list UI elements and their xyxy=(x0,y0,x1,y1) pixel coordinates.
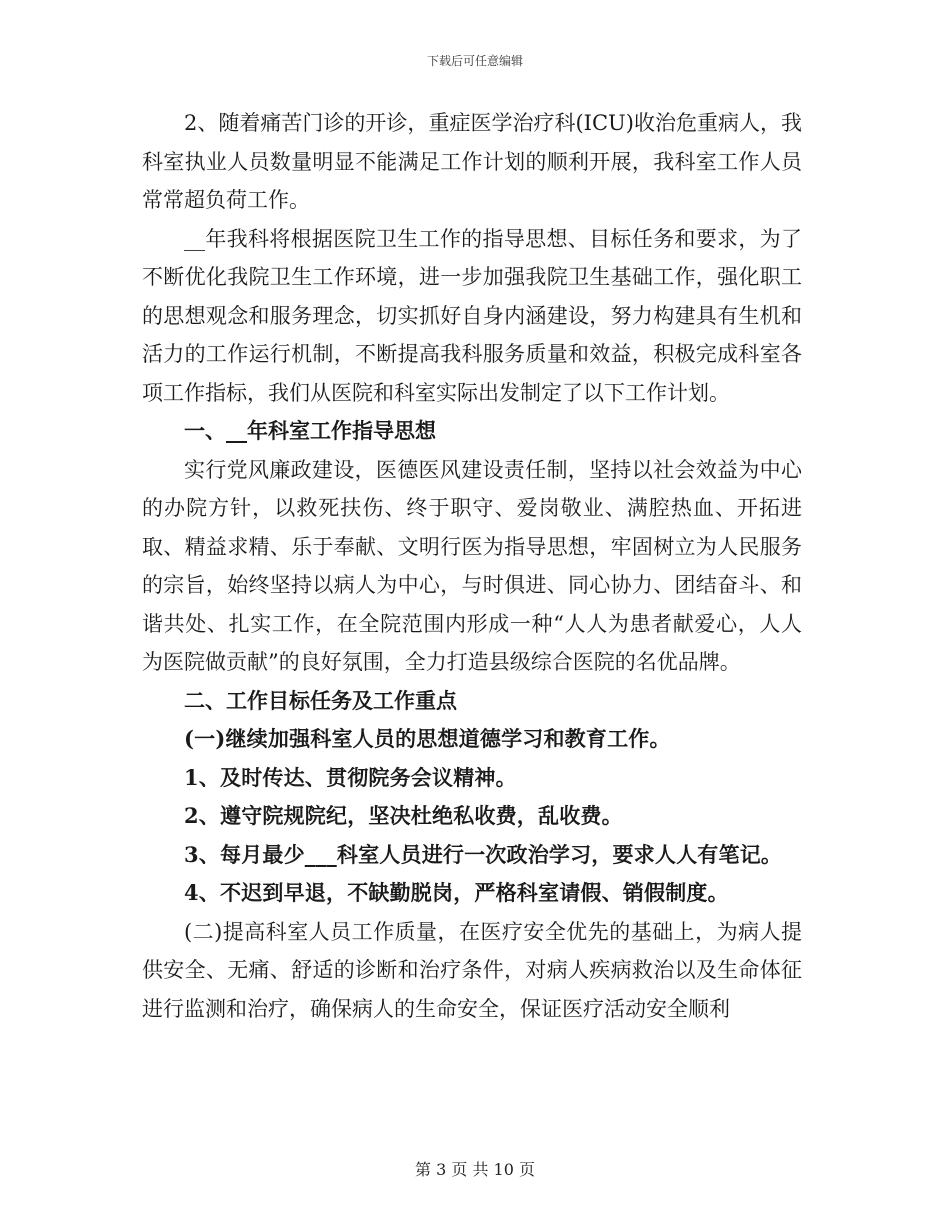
document-body xyxy=(142,104,802,1028)
page-footer: 第 3 页 共 10 页 xyxy=(415,1160,535,1179)
paragraph-1: 2、随着痛苦门诊的开诊，重症医学治疗科(ICU)收治危重病人，我科室执业人员数量明显不能满足工作计划的顺利开展，我科室工作人员常常超负荷工作。 xyxy=(142,111,802,212)
list-item-2: 2、遵守院规院纪，坚决杜绝私收费，乱收费。 xyxy=(184,803,623,828)
list-item-1: 1、及时传达、贯彻院务会议精神。 xyxy=(184,764,517,790)
section-heading-2: 二、工作目标任务及工作重点 xyxy=(184,687,457,713)
paragraph-2: __年我科将根据医院卫生工作的指导思想、目标任务和要求，为了不断优化我院卫生工作环境，进一步加强我院卫生基础工作，强化职工的思想观念和服务理念，切实抓好自身内涵建设，努力构建具有生机和活力的工作运行机制，不断提高我科服务质量和效益，积极完成科室各项工作指标，我们从医院和科室实际出发制定了以下工作计划。 xyxy=(142,226,802,405)
paragraph-3: 实行党风廉政建设，医德医风建设责任制，坚持以社会效益为中心的办院方针，以救死扶伤、终于职守、爱岗敬业、满腔热血、开拓进取、精益求精、乐于奉献、文明行医为指导思想，牢固树立为人民服务的宗旨，始终坚持以病人为中心，与时俱进、同心协力、团结奋斗、和谐共处、扎实工作，在全院范围内形成一种“人人为患者献爱心，人人为医院做贡献”的良好氛围，全力打造县级综合医院的名优品牌。 xyxy=(142,457,802,674)
list-item-3: 3、每月最少___科室人员进行一次政治学习，要求人人有笔记。 xyxy=(184,841,783,867)
page-header: 下载后可任意编辑 xyxy=(426,54,523,68)
paragraph-4: (二)提高科室人员工作质量，在医疗安全优先的基础上，为病人提供安全、无痛、舒适的诊断和治疗条件，对病人疾病救治以及生命体征进行监测和治疗，确保病人的生命安全，保证医疗活动安全顺利 xyxy=(142,919,802,1021)
section-heading-1: 一、__年科室工作指导思想 xyxy=(184,418,436,443)
subsection-heading-1: (一)继续加强科室人员的思想道德学习和教育工作。 xyxy=(184,726,671,751)
list-item-4: 4、不迟到早退，不缺勤脱岗，严格科室请假、销假制度。 xyxy=(184,880,729,905)
